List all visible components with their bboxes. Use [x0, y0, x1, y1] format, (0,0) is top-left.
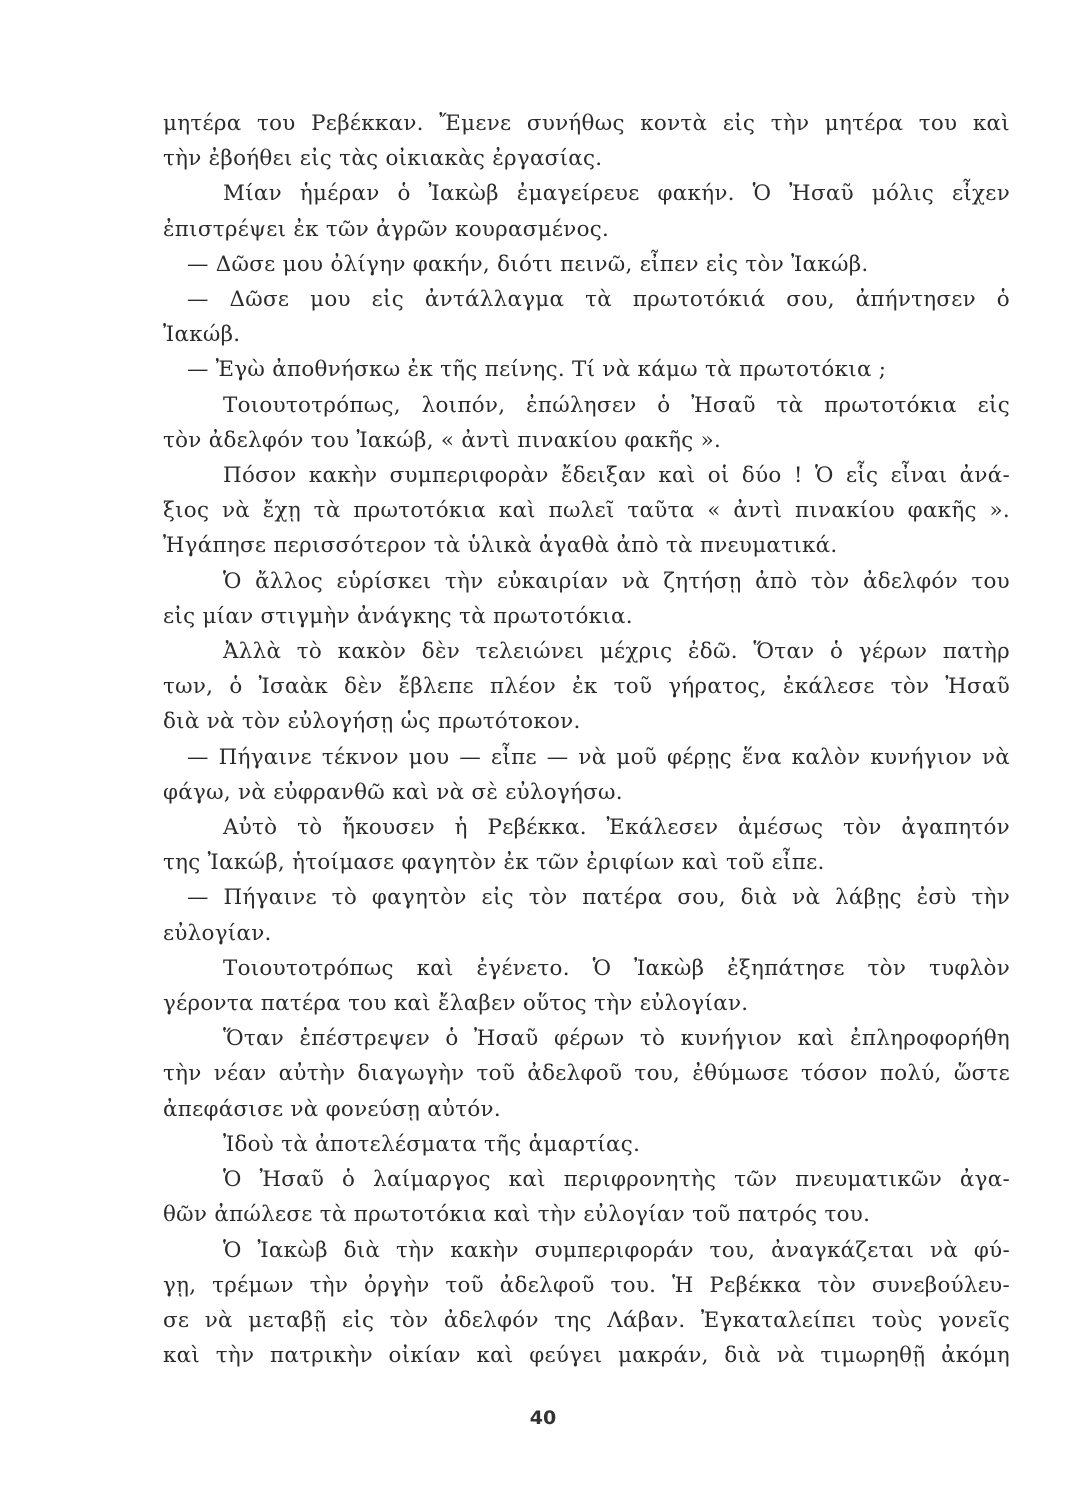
text-line: ξιος νὰ ἔχῃ τὰ πρωτοτόκια καὶ πωλεῖ ταῦτα « ἀντὶ πινακίου φακῆς ».: [163, 498, 1010, 524]
text-line: — Δῶσε μου ὀλίγην φακήν, διότι πεινῶ, εἶπεν εἰς τὸν Ἰακώβ.: [187, 251, 869, 277]
text-line: της Ἰακώβ, ἡτοίμασε φαγητὸν ἐκ τῶν ἐριφίων καὶ τοῦ εἶπε.: [163, 850, 825, 876]
text-line: ἐπιστρέψει ἐκ τῶν ἀγρῶν κουρασμένος.: [163, 216, 610, 242]
text-line: Ἰδοὺ τὰ ἀποτελέσματα τῆς ἁμαρτίας.: [223, 1131, 641, 1157]
text-line: τὸν ἀδελφόν του Ἰακώβ, « ἀντὶ πινακίου φακῆς ».: [163, 427, 722, 453]
text-line: — Πήγαινε τὸ φαγητὸν εἰς τὸν πατέρα σου, διὰ νὰ λάβῃς ἐσὺ τὴν: [187, 885, 1010, 911]
text-line: Μίαν ἡμέραν ὁ Ἰακὼβ ἐμαγείρευε φακήν. Ὁ Ἠσαῦ μόλις εἶχεν: [223, 181, 1010, 207]
text-line: — Ἐγὼ ἀποθνήσκω ἐκ τῆς πείνης. Τί νὰ κάμω τὰ πρωτοτόκια ;: [187, 357, 887, 383]
text-line: Τοιουτοτρόπως, λοιπόν, ἐπώλησεν ὁ Ἠσαῦ τὰ πρωτοτόκια εἰς: [223, 392, 1010, 418]
text-line: τὴν ἐβοήθει εἰς τὰς οἰκιακὰς ἐργασίας.: [163, 146, 603, 172]
text-line: διὰ νὰ τὸν εὐλογήσῃ ὡς πρωτότοκον.: [163, 709, 581, 735]
text-line: Ὅταν ἐπέστρεψεν ὁ Ἠσαῦ φέρων τὸ κυνήγιον καὶ ἐπληροφορήθη: [223, 1026, 1010, 1052]
text-line: Ὁ Ἠσαῦ ὁ λαίμαργος καὶ περιφρονητὴς τῶν πνευματικῶν ἀγα-: [223, 1167, 1010, 1193]
text-line: εὐλογίαν.: [163, 920, 272, 946]
text-line: Πόσον κακὴν συμπεριφορὰν ἔδειξαν καὶ οἱ δύο ! Ὁ εἷς εἶναι ἀνά-: [223, 463, 1010, 489]
text-line: γῃ, τρέμων τὴν ὀργὴν τοῦ ἀδελφοῦ του. Ἡ Ρεβέκκα τὸν συνεβούλευ-: [163, 1272, 1010, 1298]
text-line: θῶν ἀπώλεσε τὰ πρωτοτόκια καὶ τὴν εὐλογίαν τοῦ πατρός του.: [163, 1202, 871, 1228]
text-line: Ἰακώβ.: [163, 322, 241, 348]
text-line: Ὁ Ἰακὼβ διὰ τὴν κακὴν συμπεριφοράν του, ἀναγκάζεται νὰ φύ-: [223, 1237, 1010, 1263]
text-line: σε νὰ μεταβῇ εἰς τὸν ἀδελφόν της Λάβαν. Ἐγκαταλείπει τοὺς γονεῖς: [163, 1307, 1010, 1333]
text-line: ἀπεφάσισε νὰ φονεύσῃ αὐτόν.: [163, 1096, 501, 1122]
text-line: μητέρα του Ρεβέκκαν. Ἔμενε συνήθως κοντὰ εἰς τὴν μητέρα του καὶ: [163, 111, 1010, 136]
text-line: — Δῶσε μου εἰς ἀντάλλαγμα τὰ πρωτοτόκιά σου, ἀπήντησεν ὁ: [187, 287, 1010, 313]
text-line: τὴν νέαν αὐτὴν διαγωγὴν τοῦ ἀδελφοῦ του, ἐθύμωσε τόσον πολύ, ὥστε: [163, 1061, 1010, 1087]
text-line: καὶ τὴν πατρικὴν οἰκίαν καὶ φεύγει μακράν, διὰ νὰ τιμωρηθῇ ἀκόμη: [163, 1343, 1010, 1369]
text-line: γέροντα πατέρα του καὶ ἔλαβεν οὕτος τὴν εὐλογίαν.: [163, 991, 749, 1017]
text-line: Τοιουτοτρόπως καὶ ἐγένετο. Ὁ Ἰακὼβ ἐξηπάτησε τὸν τυφλὸν: [223, 955, 1010, 981]
text-line: Ἀλλὰ τὸ κακὸν δὲν τελειώνει μέχρις ἐδῶ. Ὅταν ὁ γέρων πατὴρ: [223, 639, 1010, 665]
text-line: των, ὁ Ἰσαὰκ δὲν ἔβλεπε πλέον ἐκ τοῦ γήρατος, ἐκάλεσε τὸν Ἠσαῦ: [163, 674, 1010, 700]
text-line: Αὐτὸ τὸ ἤκουσεν ἡ Ρεβέκκα. Ἐκάλεσεν ἀμέσως τὸν ἀγαπητόν: [223, 815, 1010, 841]
text-line: Ἠγάπησε περισσότερον τὰ ὑλικὰ ἀγαθὰ ἀπὸ τὰ πνευματικά.: [163, 533, 838, 559]
text-line: φάγω, νὰ εὐφρανθῶ καὶ νὰ σὲ εὐλογήσω.: [163, 779, 623, 805]
page-number: 40: [529, 1407, 557, 1429]
text-line: εἰς μίαν στιγμὴν ἀνάγκης τὰ πρωτοτόκια.: [163, 603, 633, 629]
text-line: Ὁ ἄλλος εὑρίσκει τὴν εὐκαιρίαν νὰ ζητήσῃ ἀπὸ τὸν ἀδελφόν του: [223, 568, 1010, 594]
body-text: [163, 106, 1010, 1373]
text-line: — Πήγαινε τέκνον μου — εἶπε — νὰ μοῦ φέρῃς ἕνα καλὸν κυνήγιον νὰ: [187, 744, 1010, 770]
